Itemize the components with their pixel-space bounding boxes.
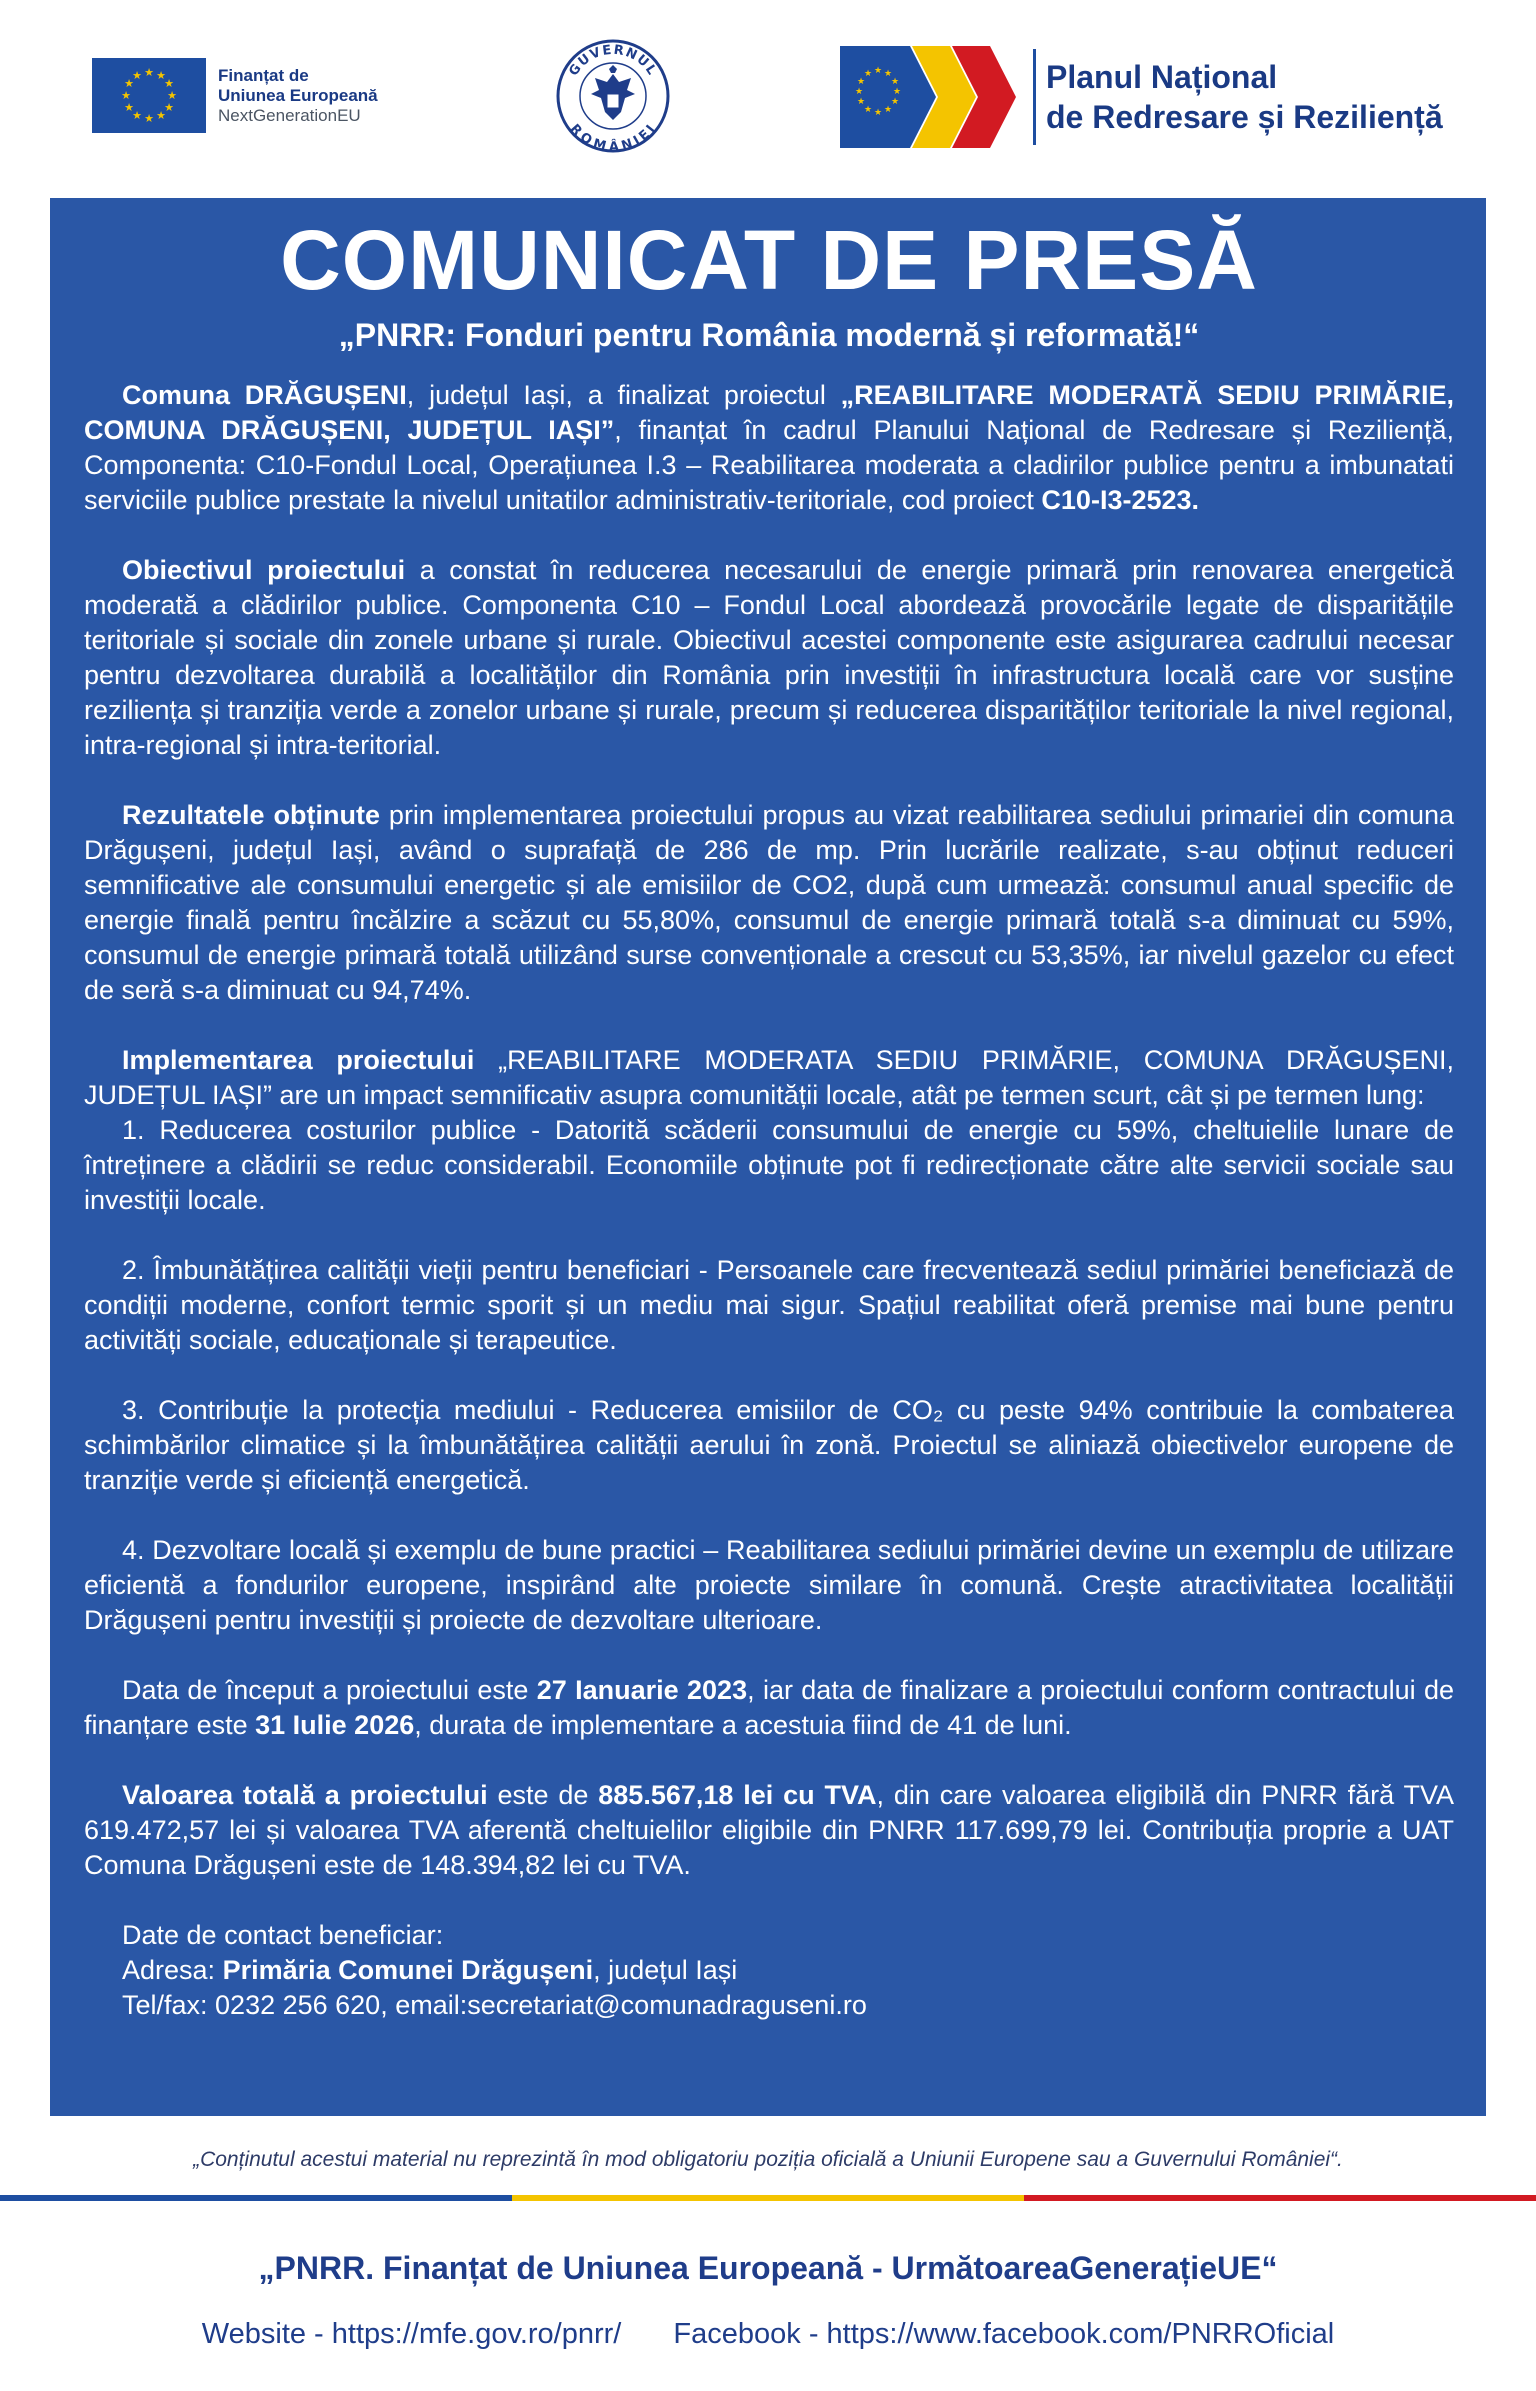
government-seal-icon <box>555 38 671 154</box>
facebook-link[interactable]: Facebook - https://www.facebook.com/PNRROficial <box>673 2318 1335 2350</box>
header-logos <box>0 0 1536 190</box>
svg-text:★: ★ <box>132 69 142 82</box>
pnrr-line-2: de Redresare și Reziliență <box>1046 99 1443 135</box>
svg-text:★: ★ <box>863 105 873 115</box>
text-run: , finanțat în cadrul Planului Național de Redresare și Reziliență, Componenta: C10-Fondul Local, Operațiunea I.3 – Reabilitarea moderata a cladirilor publice pentru a imbunatati serviciile publice prestate la nivelul unitatilor administrativ-teritoriale, cod proiect <box>84 415 1454 515</box>
press-release-body <box>84 378 1454 2023</box>
seal-top-text: GUVERNUL <box>566 42 660 79</box>
list-item: 2. Îmbunătățirea calității vieții pentru beneficiari - Persoanele care frecventează sediul primăriei beneficiază de condiții moderne, confort termic sporit și un mediu mai sigur. Spațiul reabilitat oferă premise mai bune pentru activități sociale, educaționale și terapeutice. <box>84 1255 1454 1355</box>
disclaimer-text: „Conținutul acestui material nu reprezintă în mod obligatoriu poziția oficială a Uniunii Europene sau a Guvernului României“. <box>193 2148 1343 2171</box>
svg-text:★: ★ <box>156 109 166 122</box>
contact-address <box>122 1953 1454 1988</box>
eu-funding-text <box>218 66 378 126</box>
list-item: 1. Reducerea costurilor publice - Datorită scăderii consumului de energie cu 59%, cheltuielile lunare de întreținere a clădirii se reduc considerabil. Economiile obținute pot fi redirecționate către alte servicii sociale sau investiții locale. <box>84 1115 1454 1215</box>
svg-text:★: ★ <box>167 89 177 102</box>
text-run: Data de început a proiectului este <box>122 1675 537 1705</box>
total-value: 885.567,18 lei cu TVA <box>598 1780 877 1810</box>
paragraph-objective <box>84 553 1454 763</box>
svg-text:ROMÂNIEI <box>567 121 660 154</box>
svg-text:★: ★ <box>873 66 883 76</box>
stripe-red <box>1024 2195 1536 2201</box>
address-name: Primăria Comunei Drăgușeni <box>222 1955 594 1985</box>
page-title: COMUNICAT DE PRESĂ <box>280 213 1258 307</box>
contact-heading: Date de contact beneficiar: <box>122 1920 444 1950</box>
eu-line-3: NextGenerationEU <box>218 105 361 125</box>
contact-phone-email: Tel/fax: 0232 256 620, email:secretariat@comunadraguseni.ro <box>122 1990 867 2020</box>
implementation-label: Implementarea proiectului <box>122 1045 475 1075</box>
svg-text:★: ★ <box>863 69 873 79</box>
svg-text:★: ★ <box>856 77 866 87</box>
svg-text:★: ★ <box>164 77 174 90</box>
pnrr-line-1: Planul Național <box>1046 59 1278 95</box>
svg-text:★: ★ <box>890 77 900 87</box>
address-rest: , județul Iași <box>593 1955 738 1985</box>
eu-funding-logo <box>92 58 378 133</box>
paragraph-value <box>84 1778 1454 1883</box>
text-run: prin implementarea proiectului propus au vizat reabilitarea sediului primariei din comuna Drăgușeni, județul Iași, având o suprafață de 286 de mp. Prin lucrările realizate, s-au obținut reduceri semnificative ale consumului energetic și ale emisiilor de CO2, după cum urmează: consumul anual specific de energie finală pentru încălzire a scăzut cu 55,80%, consumul de energie primară totală s-a diminuat cu 59%, consumul de energie primară totală utilizând surse convenționale a crescut cu 53,35%, iar nivelul gazelor cu efect de seră s-a diminuat cu 94,74%. <box>84 800 1454 1005</box>
contact-block <box>84 1918 1454 2023</box>
text-run: „REABILITARE MODERATA SEDIU PRIMĂRIE, COMUNA DRĂGUȘENI, JUDEȚUL IAȘI” are un impact semnificativ asupra comunității locale, atât pe termen scurt, cât și pe termen lung: <box>84 1045 1454 1110</box>
svg-text:★: ★ <box>124 101 134 114</box>
seal-bottom-text: ROMÂNIEI <box>566 121 660 154</box>
stripe-blue <box>0 2195 512 2201</box>
paragraph-results <box>84 798 1454 1008</box>
svg-text:★: ★ <box>164 101 174 114</box>
svg-text:★: ★ <box>124 77 134 90</box>
footer-links <box>0 2318 1536 2351</box>
list-item: 4. Dezvoltare locală și exemplu de bune practici – Reabilitarea sediului primăriei devine un exemplu de utilizare eficientă a fondurilor europene, inspirând alte proiecte similare în comună. Crește atractivitatea localității Drăgușeni pentru investiții și proiecte de dezvoltare ulterioare. <box>84 1535 1454 1635</box>
stripe-yellow <box>512 2195 1024 2201</box>
svg-text:★: ★ <box>144 66 154 79</box>
footer-slogan: „PNRR. Finanțat de Uniunea Europeană - UrmătoareaGenerațieUE“ <box>258 2250 1278 2286</box>
text-run: a constat în reducerea necesarului de energie primară prin renovarea energetică moderată a clădirilor publice. Componenta C10 – Fondul Local abordează provocările legate de disparitățile teritoriale și sociale din zonele urbane și rurale. Obiectivul acestei componente este asigurarea cadrului necesar pentru dezvoltarea durabilă a localităților din România prin investiții în infrastructura locală care vor susține reziliența și tranziția verde a zonelor urbane și rurale, precum și reducerea disparităților teritoriale la nivel regional, intra-regional și intra-teritorial. <box>84 555 1455 760</box>
svg-text:★: ★ <box>873 108 883 118</box>
svg-text:★: ★ <box>883 69 893 79</box>
text-run: , din care valoarea eligibilă din PNRR fără TVA 619.472,57 lei și valoarea TVA aferentă cheltuielilor eligibile din PNRR 117.699,79 lei. Contribuția proprie a UAT Comuna Drăgușeni este de 148.394,82 lei cu TVA. <box>84 1780 1454 1880</box>
text-run: , județul Iași, a finalizat proiectul <box>406 380 841 410</box>
paragraph-dates <box>84 1673 1454 1743</box>
pnrr-flag-icon <box>840 46 1025 148</box>
list-item: 3. Contribuție la protecția mediului - Reducerea emisiilor de CO₂ cu peste 94% contribuie la combaterea schimbărilor climatice și la îmbunătățirea calității aerului în zonă. Proiectul se aliniază obiectivelor europene de tranziție verde și eficiență energetică. <box>84 1395 1454 1495</box>
end-date: 31 Iulie 2026 <box>255 1710 415 1740</box>
svg-text:★: ★ <box>883 105 893 115</box>
svg-text:★: ★ <box>156 69 166 82</box>
eu-line-2: Uniunea Europeană <box>218 85 378 105</box>
paragraph-project-intro <box>84 378 1454 518</box>
text-run: , durata de implementare a acestuia fiind de 41 de luni. <box>414 1710 1072 1740</box>
svg-text:★: ★ <box>854 87 864 97</box>
text-run: este de <box>487 1780 599 1810</box>
svg-text:★: ★ <box>144 112 154 125</box>
pnrr-logo <box>840 46 1443 148</box>
svg-text:★: ★ <box>121 89 131 102</box>
svg-text:★: ★ <box>890 97 900 107</box>
press-release-panel <box>50 198 1486 2116</box>
project-title: „REABILITARE MODERATĂ SEDIU PRIMĂRIE, COMUNA DRĂGUȘENI, JUDEȚUL IAȘI” <box>84 380 1454 445</box>
address-label: Adresa: <box>122 1955 223 1985</box>
svg-text:★: ★ <box>892 87 902 97</box>
svg-text:★: ★ <box>132 109 142 122</box>
website-link[interactable]: Website - https://mfe.gov.ro/pnrr/ <box>201 2318 622 2350</box>
page-subtitle: „PNRR: Fonduri pentru România modernă și reformată!“ <box>338 317 1200 353</box>
start-date: 27 Ianuarie 2023 <box>536 1675 748 1705</box>
paragraph-implementation <box>84 1043 1454 1113</box>
project-code: C10-I3-2523. <box>1041 485 1200 515</box>
commune-name: Comuna DRĂGUȘENI <box>122 380 407 410</box>
objective-label: Obiectivul proiectului <box>122 555 406 585</box>
text-run: , iar data de finalizare a proiectului conform contractului de finanțare este <box>84 1675 1454 1740</box>
svg-text:★: ★ <box>856 97 866 107</box>
eu-flag-icon <box>92 58 206 133</box>
eu-line-1: Finanțat de <box>218 65 309 85</box>
pnrr-logo-text <box>1046 57 1443 137</box>
svg-text:GUVERNUL <box>566 43 659 79</box>
value-label: Valoarea totală a proiectului <box>122 1780 488 1810</box>
results-label: Rezultatele obținute <box>122 800 380 830</box>
pnrr-divider <box>1033 49 1036 145</box>
